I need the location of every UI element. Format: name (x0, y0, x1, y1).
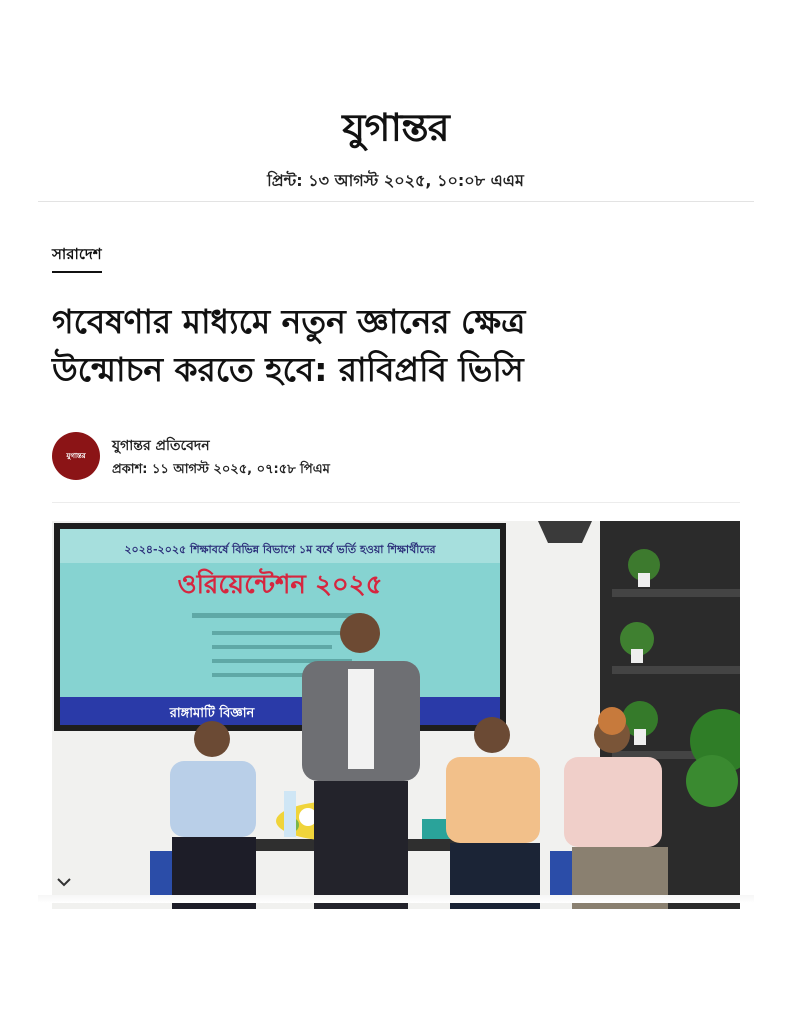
category-link[interactable]: সারাদেশ (52, 243, 102, 273)
chevron-down-icon[interactable] (52, 870, 76, 894)
site-logo[interactable]: যুগান্তর (342, 105, 449, 150)
banner-subtitle: ২০২৪-২০২৫ শিক্ষাবর্ষে বিভিন্ন বিভাগে ১ম বর্ষে ভর্তি হওয়া শিক্ষার্থীদের (124, 543, 436, 556)
avatar-logo-text: যুগান্তর (66, 451, 86, 460)
avatar (52, 432, 100, 480)
article-headline (52, 298, 732, 394)
banner-title: ওরিয়েন্টেশন ২০২৫ (177, 570, 383, 600)
divider (52, 502, 740, 503)
published-date: প্রকাশ: ১১ আগস্ট ২০২৫, ০৭:৫৮ পিএম (112, 462, 330, 477)
article-photo (52, 521, 740, 909)
headline-line-2: উন্মোচন করতে হবে: রাবিপ্রবি ভিসি (52, 350, 524, 389)
divider (38, 201, 754, 202)
page-shadow (38, 895, 754, 903)
reporter-name: যুগান্তর প্রতিবেদন (112, 438, 210, 454)
headline-line-1: গবেষণার মাধ্যমে নতুন জ্ঞানের ক্ষেত্র (52, 302, 526, 341)
masthead (0, 104, 791, 152)
print-date: প্রিন্ট: ১৩ আগস্ট ২০২৫, ১০:০৮ এএম (267, 171, 524, 190)
banner-footer: রাঙ্গামাটি বিজ্ঞান (169, 706, 255, 721)
